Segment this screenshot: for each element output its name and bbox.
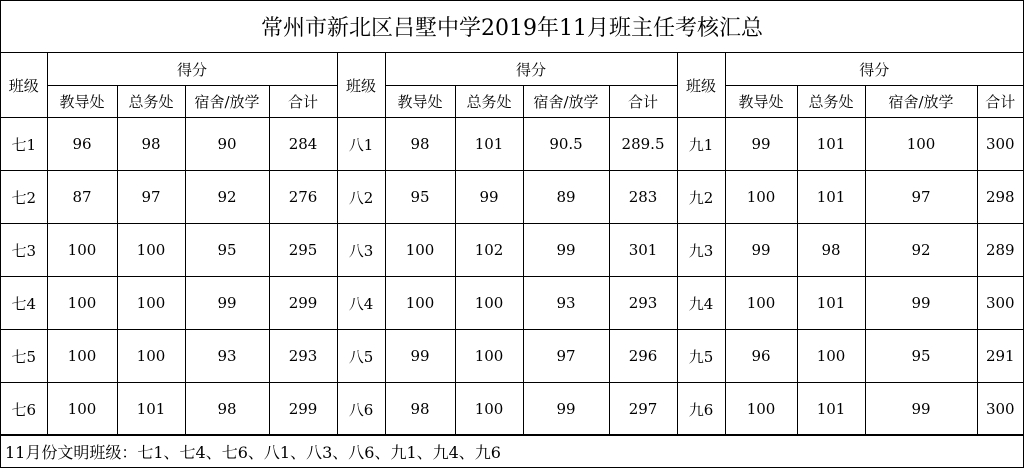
- zongwu-score: 101: [797, 118, 865, 171]
- col-header-zongwu: 总务处: [797, 86, 865, 118]
- sushe-score: 98: [185, 383, 269, 436]
- sushe-score: 99: [865, 277, 977, 330]
- jiaodao-score: 100: [47, 330, 117, 383]
- class-cell: 七6: [1, 383, 47, 436]
- jiaodao-score: 99: [725, 118, 797, 171]
- sushe-score: 99: [523, 383, 609, 436]
- class-cell: 八6: [337, 383, 385, 436]
- total-score: 284: [269, 118, 337, 171]
- zongwu-score: 101: [797, 171, 865, 224]
- sushe-score: 95: [865, 330, 977, 383]
- jiaodao-score: 100: [385, 224, 455, 277]
- sushe-score: 92: [185, 171, 269, 224]
- zongwu-score: 100: [455, 383, 523, 436]
- jiaodao-score: 100: [47, 277, 117, 330]
- total-score: 297: [609, 383, 677, 436]
- jiaodao-score: 99: [385, 330, 455, 383]
- total-score: 301: [609, 224, 677, 277]
- sushe-score: 97: [865, 171, 977, 224]
- sushe-score: 93: [523, 277, 609, 330]
- total-score: 300: [977, 277, 1023, 330]
- sushe-score: 100: [865, 118, 977, 171]
- sushe-score: 93: [185, 330, 269, 383]
- total-score: 299: [269, 277, 337, 330]
- class-cell: 七1: [1, 118, 47, 171]
- total-score: 291: [977, 330, 1023, 383]
- score-header: 得分: [385, 53, 677, 86]
- zongwu-score: 100: [117, 330, 185, 383]
- zongwu-score: 100: [455, 330, 523, 383]
- jiaodao-score: 96: [47, 118, 117, 171]
- sushe-score: 92: [865, 224, 977, 277]
- total-score: 295: [269, 224, 337, 277]
- civilized-classes-note: 11月份文明班级：七1、七4、七6、八1、八3、八6、九1、九4、九6: [1, 434, 1023, 467]
- zongwu-score: 102: [455, 224, 523, 277]
- col-header-zongwu: 总务处: [117, 86, 185, 118]
- class-cell: 八2: [337, 171, 385, 224]
- header-row-1: [1, 53, 1023, 86]
- sushe-score: 89: [523, 171, 609, 224]
- score-table-body: [1, 53, 1023, 436]
- total-score: 296: [609, 330, 677, 383]
- jiaodao-score: 100: [725, 171, 797, 224]
- jiaodao-score: 99: [725, 224, 797, 277]
- jiaodao-score: 96: [725, 330, 797, 383]
- class-header: 班级: [677, 53, 725, 118]
- class-cell: 七5: [1, 330, 47, 383]
- total-score: 299: [269, 383, 337, 436]
- col-header-zongwu: 总务处: [455, 86, 523, 118]
- jiaodao-score: 95: [385, 171, 455, 224]
- zongwu-score: 100: [455, 277, 523, 330]
- class-cell: 九4: [677, 277, 725, 330]
- zongwu-score: 101: [117, 383, 185, 436]
- class-cell: 七3: [1, 224, 47, 277]
- col-header-sushe: 宿舍/放学: [865, 86, 977, 118]
- total-score: 283: [609, 171, 677, 224]
- jiaodao-score: 98: [385, 383, 455, 436]
- zongwu-score: 100: [797, 330, 865, 383]
- score-table: [1, 53, 1023, 436]
- class-cell: 九3: [677, 224, 725, 277]
- zongwu-score: 98: [797, 224, 865, 277]
- zongwu-score: 100: [117, 224, 185, 277]
- col-header-total: 合计: [977, 86, 1023, 118]
- class-header: 班级: [337, 53, 385, 118]
- total-score: 276: [269, 171, 337, 224]
- zongwu-score: 98: [117, 118, 185, 171]
- zongwu-score: 99: [455, 171, 523, 224]
- class-cell: 八5: [337, 330, 385, 383]
- zongwu-score: 97: [117, 171, 185, 224]
- score-header: 得分: [47, 53, 337, 86]
- total-score: 298: [977, 171, 1023, 224]
- sheet-title: 常州市新北区吕墅中学2019年11月班主任考核汇总: [1, 1, 1023, 53]
- jiaodao-score: 100: [47, 224, 117, 277]
- sushe-score: 95: [185, 224, 269, 277]
- sushe-score: 90: [185, 118, 269, 171]
- zongwu-score: 101: [797, 383, 865, 436]
- sushe-score: 99: [523, 224, 609, 277]
- table-row: [1, 118, 1023, 171]
- jiaodao-score: 100: [385, 277, 455, 330]
- class-cell: 九5: [677, 330, 725, 383]
- total-score: 300: [977, 383, 1023, 436]
- class-cell: 八4: [337, 277, 385, 330]
- zongwu-score: 101: [797, 277, 865, 330]
- zongwu-score: 100: [117, 277, 185, 330]
- col-header-total: 合计: [269, 86, 337, 118]
- total-score: 289.5: [609, 118, 677, 171]
- col-header-sushe: 宿舍/放学: [185, 86, 269, 118]
- total-score: 293: [269, 330, 337, 383]
- table-row: [1, 277, 1023, 330]
- sushe-score: 97: [523, 330, 609, 383]
- total-score: 300: [977, 118, 1023, 171]
- sushe-score: 99: [185, 277, 269, 330]
- col-header-jiaodao: 教导处: [47, 86, 117, 118]
- total-score: 289: [977, 224, 1023, 277]
- jiaodao-score: 98: [385, 118, 455, 171]
- total-score: 293: [609, 277, 677, 330]
- sushe-score: 99: [865, 383, 977, 436]
- table-row: [1, 330, 1023, 383]
- class-cell: 七2: [1, 171, 47, 224]
- class-cell: 八3: [337, 224, 385, 277]
- col-header-jiaodao: 教导处: [725, 86, 797, 118]
- class-cell: 八1: [337, 118, 385, 171]
- class-cell: 七4: [1, 277, 47, 330]
- jiaodao-score: 100: [47, 383, 117, 436]
- jiaodao-score: 100: [725, 383, 797, 436]
- class-header: 班级: [1, 53, 47, 118]
- class-cell: 九1: [677, 118, 725, 171]
- class-cell: 九6: [677, 383, 725, 436]
- class-cell: 九2: [677, 171, 725, 224]
- table-row: [1, 171, 1023, 224]
- col-header-jiaodao: 教导处: [385, 86, 455, 118]
- sushe-score: 90.5: [523, 118, 609, 171]
- col-header-sushe: 宿舍/放学: [523, 86, 609, 118]
- header-row-2: [1, 86, 1023, 118]
- col-header-total: 合计: [609, 86, 677, 118]
- score-header: 得分: [725, 53, 1023, 86]
- table-row: [1, 224, 1023, 277]
- table-row: [1, 383, 1023, 436]
- jiaodao-score: 87: [47, 171, 117, 224]
- jiaodao-score: 100: [725, 277, 797, 330]
- zongwu-score: 101: [455, 118, 523, 171]
